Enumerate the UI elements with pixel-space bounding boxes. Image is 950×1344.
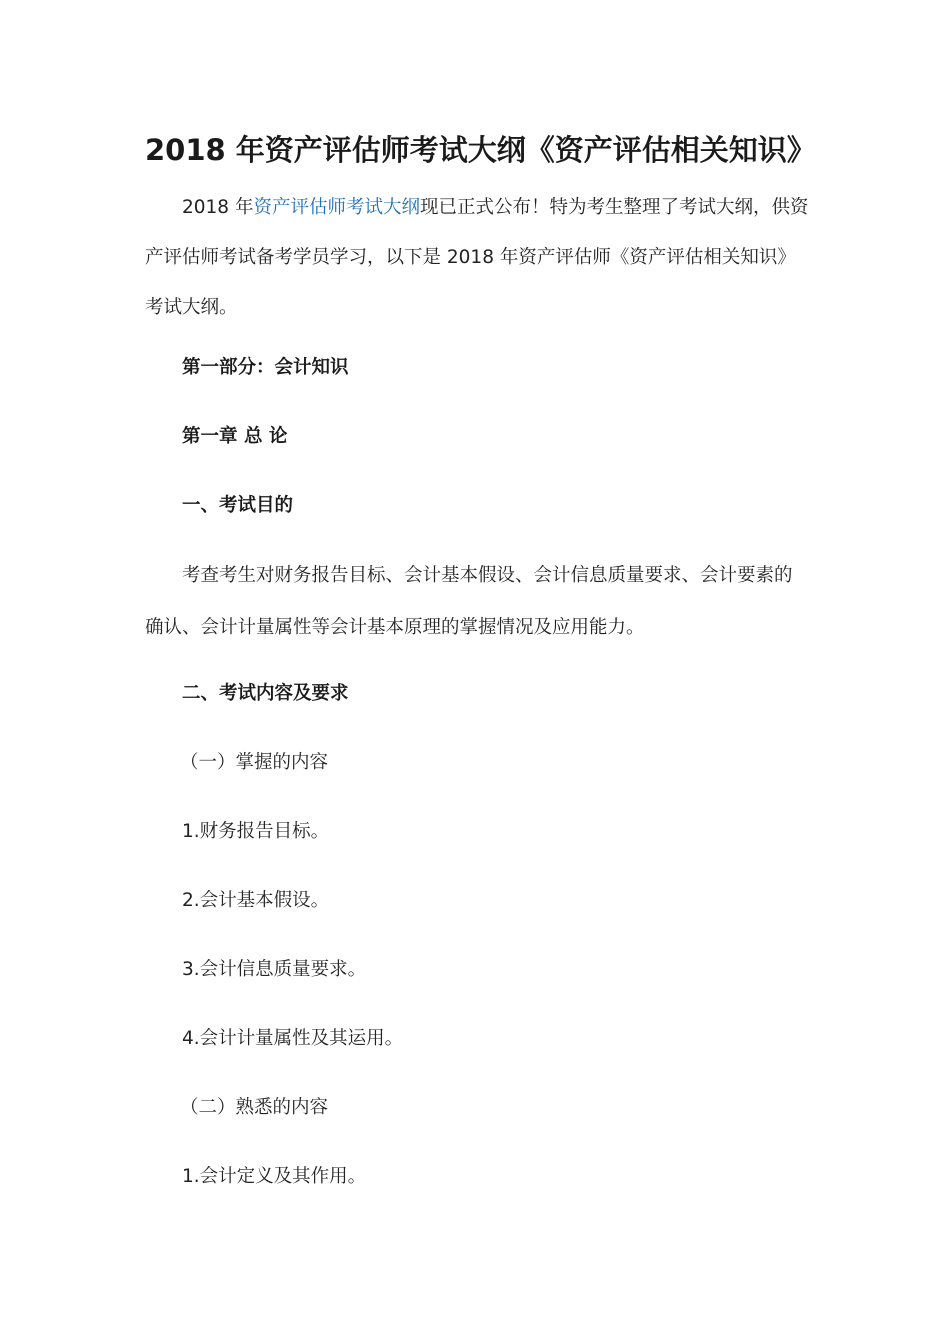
section-heading-purpose: 一、考试目的 xyxy=(182,495,294,516)
subsection-heading-master: （一）掌握的内容 xyxy=(180,752,329,773)
section-body-purpose: 考查考生对财务报告目标、会计基本假设、会计信息质量要求、会计要素的确认、会计计量属性等会计基本原理的掌握情况及应用能力。 xyxy=(145,565,793,638)
list-item: 1.财务报告目标。 xyxy=(182,821,330,842)
list-item: 1.会计定义及其作用。 xyxy=(182,1166,367,1187)
list-item: 2.会计基本假设。 xyxy=(182,890,330,911)
document-title: 2018 年资产评估师考试大纲《资产评估相关知识》 xyxy=(145,133,816,167)
intro-prefix: 2018 年 xyxy=(182,197,254,218)
list-item: 3.会计信息质量要求。 xyxy=(182,959,367,980)
intro-paragraph xyxy=(145,183,810,333)
part-heading: 第一部分：会计知识 xyxy=(182,357,349,378)
list-item: 4.会计计量属性及其运用。 xyxy=(182,1028,404,1049)
intro-suffix: 现已正式公布！特为考生整理了考试大纲，供资产评估师考试备考学员学习，以下是 2018 年资产评估师《资产评估相关知识》考试大纲。 xyxy=(145,197,809,318)
exam-outline-link[interactable]: 资产评估师考试大纲 xyxy=(253,197,420,218)
chapter-heading: 第一章 总 论 xyxy=(182,426,288,447)
section-heading-content: 二、考试内容及要求 xyxy=(182,683,349,704)
subsection-heading-familiar: （二）熟悉的内容 xyxy=(180,1097,329,1118)
